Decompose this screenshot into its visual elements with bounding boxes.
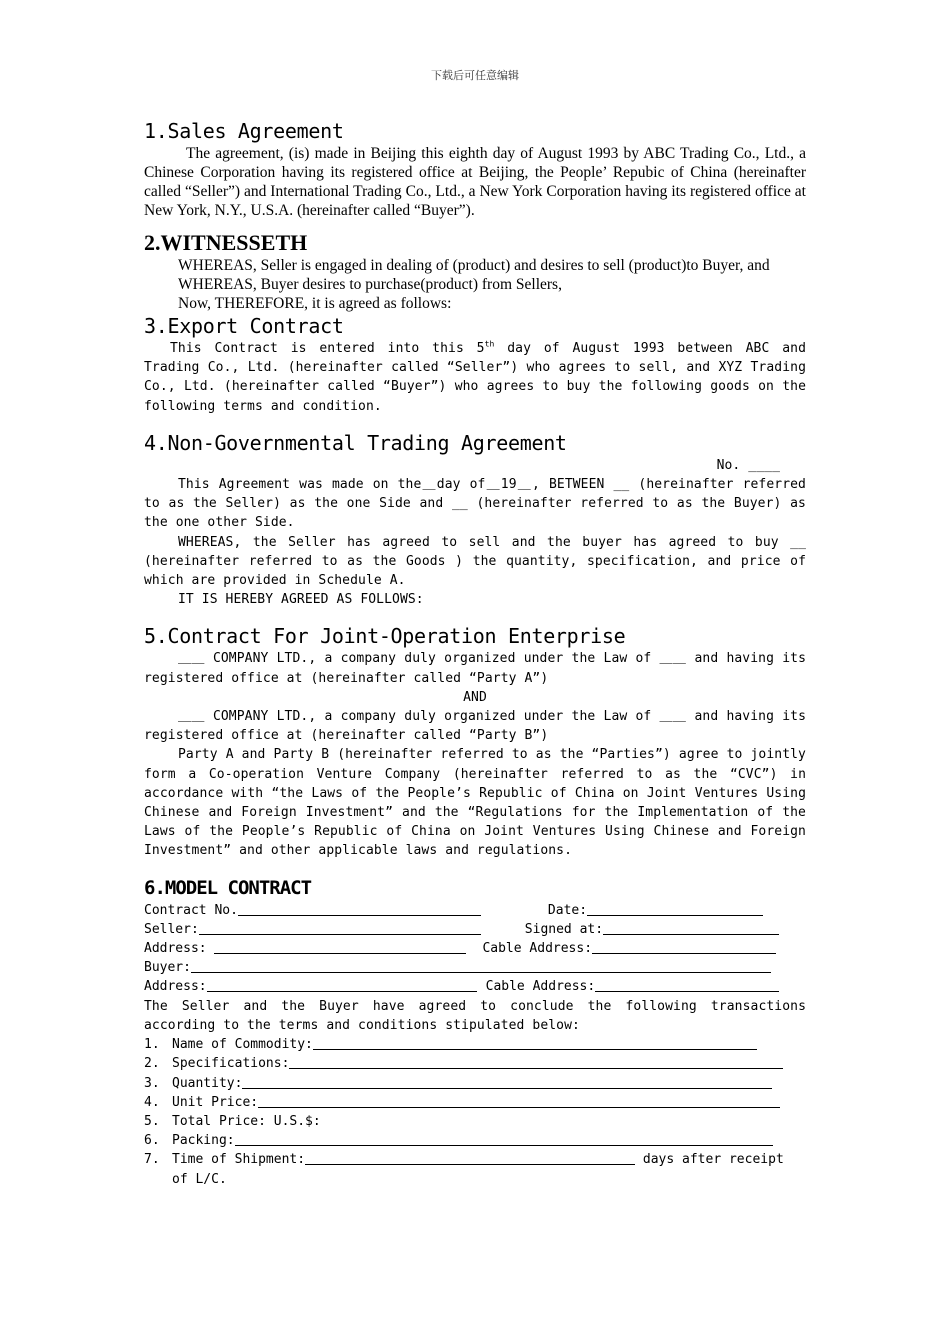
page-header-note: 下载后可任意编辑 [431, 69, 519, 82]
section-1-body: The agreement, (is) made in Beijing this eighth day of August 1993 by ABC Trading Co., Ltd., a Chinese Corporation having its registered office at Beijing, the People’ Repubic of China (hereinafter called “Seller”) and International Trading Co., Ltd., a New York Corporation having its registered office at New York, N.Y., U.S.A. (hereinafter called “Buyer”). [144, 145, 806, 219]
section-3-title: 3.Export Contract [144, 314, 344, 338]
document-body [144, 118, 806, 1189]
list-item: 3. Quantity: [144, 1074, 806, 1093]
address-row-1: Address: Cable Address: [144, 939, 806, 958]
model-contract-intro: The Seller and the Buyer have agreed to conclude the following transactions according to the terms and conditions stipulated below: [144, 998, 806, 1033]
list-item: 1. Name of Commodity: [144, 1035, 806, 1054]
specifications-field[interactable] [289, 1054, 783, 1069]
cable-address-field-1[interactable] [592, 939, 776, 954]
section-2-para-3: Now, THEREFORE, it is agreed as follows: [178, 295, 452, 312]
section-5-para-3: Party A and Party B (hereinafter referred to as the “Parties”) agree to jointly form a Co-operation Venture Company (hereinafter referred to as the “CVC”) in accordance with “the Laws of the People’s Republic of China on Joint Ventures Using Chinese and Foreign Investment” and the “Regulations for the Implementation of the Laws of the People’s Republic of China on Joint Ventures Using Chinese and Foreign Investment” and other applicable laws and regulations. [144, 747, 806, 859]
agreement-number: No. ____ [716, 457, 780, 473]
seller-field[interactable] [199, 920, 481, 935]
section-5-title: 5.Contract For Joint-Operation Enterprise [144, 624, 626, 649]
packing-field[interactable] [235, 1131, 773, 1146]
section-4-para-3: IT IS HEREBY AGREED AS FOLLOWS: [178, 592, 424, 608]
address-row-2: Address: Cable Address: [144, 977, 806, 996]
contract-terms-list [144, 1035, 806, 1189]
section-2-title: 2.WITNESSETH [144, 230, 308, 255]
list-item: 2. Specifications: [144, 1054, 806, 1073]
section-5-party-a: ＿＿ COMPANY LTD., a company duly organized under the Law of ＿＿ and having its registered office at (hereinafter called “Party A”) [144, 651, 806, 686]
buyer-field[interactable] [191, 958, 771, 973]
shipment-time-field[interactable] [305, 1150, 635, 1165]
contract-no-row: Contract No. Date: [144, 901, 806, 920]
address-field-1[interactable] [214, 939, 466, 954]
buyer-row: Buyer: [144, 958, 806, 977]
list-item: 7. Time of Shipment: days after receipt [144, 1152, 784, 1168]
contract-no-field[interactable] [238, 901, 481, 916]
list-item: 4. Unit Price: [144, 1093, 806, 1112]
address-field-2[interactable] [207, 977, 477, 992]
date-field[interactable] [587, 901, 763, 916]
cable-address-field-2[interactable] [595, 977, 779, 992]
list-item: 6. Packing: [144, 1131, 806, 1150]
section-2-para-1: WHEREAS, Seller is engaged in dealing of (product) and desires to sell (product)to Buyer, and [178, 257, 770, 274]
list-item-continuation: of L/C. [172, 1171, 227, 1187]
section-4-title: 4.Non-Governmental Trading Agreement [144, 430, 567, 455]
quantity-field[interactable] [242, 1074, 772, 1089]
commodity-field[interactable] [313, 1035, 757, 1050]
section-6-title: 6.MODEL CONTRACT [144, 876, 312, 899]
signed-at-field[interactable] [603, 920, 779, 935]
section-1-title: 1.Sales Agreement [144, 119, 344, 143]
seller-row: Seller: Signed at: [144, 920, 806, 939]
section-5-party-b: ＿＿ COMPANY LTD., a company duly organized under the Law of ＿＿ and having its registered office at (hereinafter called “Party B”) [144, 709, 806, 744]
section-5-and: AND [463, 689, 487, 705]
list-item: 5. Total Price: U.S.$: [144, 1113, 321, 1129]
section-4-para-1: This Agreement was made on the＿day of＿19＿, BETWEEN __ (hereinafter referred to as the Seller) as the one Side and __ (hereinafter referred to as the Buyer) as the one other Side. [144, 477, 806, 531]
unit-price-field[interactable] [258, 1093, 780, 1108]
section-3-body: This Contract is entered into this 5th day of August 1993 between ABC and Trading Co., Ltd. (hereinafter called “Seller”) who agrees to sell, and XYZ Trading Co., Ltd. (hereinafter called “Buyer”) who agrees to buy the following goods on the following terms and condition. [144, 339, 806, 414]
section-2-para-2: WHEREAS, Buyer desires to purchase(product) from Sellers, [178, 276, 562, 293]
ordinal-suffix: th [484, 339, 495, 349]
section-4-para-2: WHEREAS, the Seller has agreed to sell and the buyer has agreed to buy __ (hereinafter referred to as the Goods ) the quantity, specification, and price of which are provided in Schedule A. [144, 534, 806, 589]
